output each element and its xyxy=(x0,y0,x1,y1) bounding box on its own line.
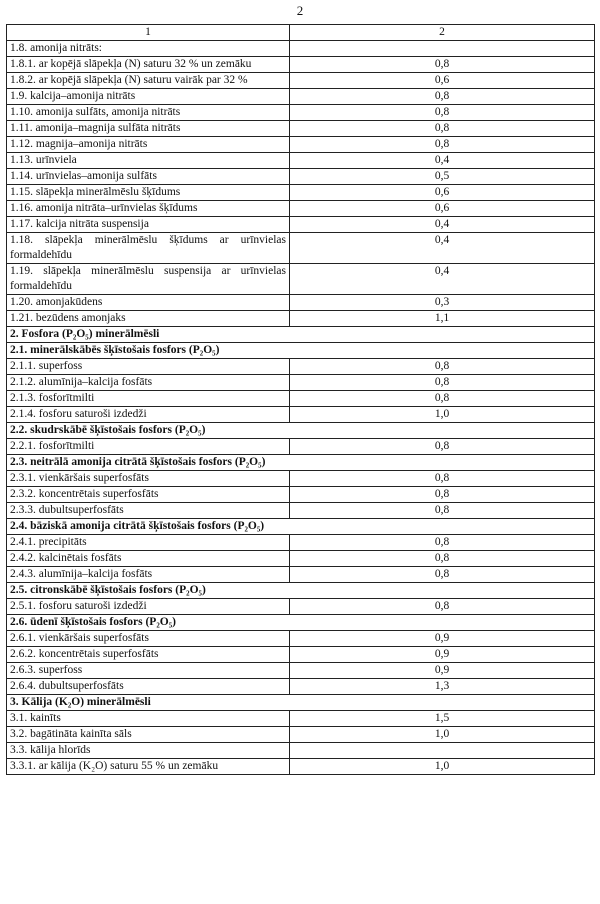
row-value: 0,8 xyxy=(290,599,595,615)
table-row xyxy=(7,471,595,487)
row-value: 0,8 xyxy=(290,439,595,455)
row-label: 2.6.1. vienkāršais superfosfāts xyxy=(7,631,290,647)
row-value: 0,3 xyxy=(290,295,595,311)
table-row xyxy=(7,41,595,57)
row-label: 2.2.1. fosforītmilti xyxy=(7,439,290,455)
row-label: 2.5.1. fosforu saturoši izdedži xyxy=(7,599,290,615)
fertilizer-table xyxy=(6,24,595,775)
table-row xyxy=(7,391,595,407)
table-row xyxy=(7,121,595,137)
table-row xyxy=(7,551,595,567)
row-label: 3.3.1. ar kālija (K₂O) saturu 55 % un zemāku xyxy=(7,759,290,775)
subsection-heading: 2.4. bāziskā amonija citrātā šķīstošais fosfors (P₂O₅) xyxy=(7,519,595,535)
row-value: 0,5 xyxy=(290,169,595,185)
row-value: 0,8 xyxy=(290,137,595,153)
row-value: 1,0 xyxy=(290,407,595,423)
row-label: 2.4.2. kalcinētais fosfāts xyxy=(7,551,290,567)
row-value: 0,8 xyxy=(290,535,595,551)
row-label: 2.1.1. superfoss xyxy=(7,359,290,375)
table-row xyxy=(7,535,595,551)
row-label: 2.6.2. koncentrētais superfosfāts xyxy=(7,647,290,663)
row-value: 0,9 xyxy=(290,647,595,663)
table-header-row xyxy=(7,25,595,41)
table-row xyxy=(7,295,595,311)
table-row xyxy=(7,311,595,327)
row-value: 0,8 xyxy=(290,487,595,503)
table-row xyxy=(7,137,595,153)
table-row xyxy=(7,647,595,663)
row-value: 0,4 xyxy=(290,217,595,233)
table-row xyxy=(7,264,595,295)
subsection-heading-row xyxy=(7,583,595,599)
table-row xyxy=(7,407,595,423)
table-row xyxy=(7,743,595,759)
subsection-heading-row xyxy=(7,343,595,359)
row-label: 3.2. bagātināta kainīta sāls xyxy=(7,727,290,743)
subsection-heading: 2.2. skudrskābē šķīstošais fosfors (P₂O₅) xyxy=(7,423,595,439)
row-value: 0,8 xyxy=(290,471,595,487)
row-label: 1.14. urīnvielas–amonija sulfāts xyxy=(7,169,290,185)
row-value: 0,6 xyxy=(290,185,595,201)
row-label: 1.8.1. ar kopējā slāpekļa (N) saturu 32 % un zemāku xyxy=(7,57,290,73)
row-label: 1.8.2. ar kopējā slāpekļa (N) saturu vairāk par 32 % xyxy=(7,73,290,89)
subsection-heading-row xyxy=(7,519,595,535)
row-label: 2.3.2. koncentrētais superfosfāts xyxy=(7,487,290,503)
row-label: 2.4.1. precipitāts xyxy=(7,535,290,551)
table-row xyxy=(7,153,595,169)
row-value: 0,8 xyxy=(290,567,595,583)
subsection-heading-row xyxy=(7,455,595,471)
row-label: 2.6.3. superfoss xyxy=(7,663,290,679)
table-row xyxy=(7,217,595,233)
row-value: 0,8 xyxy=(290,551,595,567)
table-row xyxy=(7,711,595,727)
row-label: 1.18. slāpekļa minerālmēslu šķīdums ar urīnvielas formaldehīdu xyxy=(7,233,290,264)
table-row xyxy=(7,105,595,121)
table-row xyxy=(7,679,595,695)
row-label: 1.15. slāpekļa minerālmēslu šķīdums xyxy=(7,185,290,201)
table-row xyxy=(7,233,595,264)
row-label: 3.1. kainīts xyxy=(7,711,290,727)
row-label: 1.20. amonjakūdens xyxy=(7,295,290,311)
row-value: 1,1 xyxy=(290,311,595,327)
row-value: 1,0 xyxy=(290,727,595,743)
row-value: 0,8 xyxy=(290,57,595,73)
subsection-heading: 2.6. ūdenī šķīstošais fosfors (P₂O₅) xyxy=(7,615,595,631)
row-value: 0,8 xyxy=(290,89,595,105)
subsection-heading: 2.3. neitrālā amonija citrātā šķīstošais fosfors (P₂O₅) xyxy=(7,455,595,471)
row-value xyxy=(290,41,595,57)
table-row xyxy=(7,89,595,105)
subsection-heading-row xyxy=(7,615,595,631)
row-value: 0,4 xyxy=(290,153,595,169)
table-row xyxy=(7,169,595,185)
table-row xyxy=(7,375,595,391)
row-value: 1,0 xyxy=(290,759,595,775)
table-row xyxy=(7,727,595,743)
row-value: 0,6 xyxy=(290,201,595,217)
row-value: 0,9 xyxy=(290,631,595,647)
row-value: 0,8 xyxy=(290,359,595,375)
table-row xyxy=(7,759,595,775)
row-label: 1.13. urīnviela xyxy=(7,153,290,169)
row-label: 1.19. slāpekļa minerālmēslu suspensija ar urīnvielas formaldehīdu xyxy=(7,264,290,295)
row-value: 0,8 xyxy=(290,391,595,407)
table-row xyxy=(7,73,595,89)
table-row xyxy=(7,185,595,201)
row-value: 0,8 xyxy=(290,121,595,137)
row-value: 0,4 xyxy=(290,233,595,264)
column-header-2: 2 xyxy=(290,25,595,41)
row-label: 1.21. bezūdens amonjaks xyxy=(7,311,290,327)
subsection-heading: 2.1. minerālskābēs šķīstošais fosfors (P₂O₅) xyxy=(7,343,595,359)
row-label: 2.1.4. fosforu saturoši izdedži xyxy=(7,407,290,423)
table-row xyxy=(7,487,595,503)
row-value: 0,9 xyxy=(290,663,595,679)
table-row xyxy=(7,503,595,519)
table-row xyxy=(7,567,595,583)
row-value: 0,4 xyxy=(290,264,595,295)
section-heading-row xyxy=(7,695,595,711)
subsection-heading-row xyxy=(7,423,595,439)
row-value: 0,6 xyxy=(290,73,595,89)
table-row xyxy=(7,439,595,455)
section-heading: 2. Fosfora (P₂O₅) minerālmēsli xyxy=(7,327,595,343)
row-label: 1.11. amonija–magnija sulfāta nitrāts xyxy=(7,121,290,137)
row-value: 1,3 xyxy=(290,679,595,695)
row-label: 1.9. kalcija–amonija nitrāts xyxy=(7,89,290,105)
row-label: 1.17. kalcija nitrāta suspensija xyxy=(7,217,290,233)
row-label: 2.1.2. alumīnija–kalcija fosfāts xyxy=(7,375,290,391)
table-row xyxy=(7,359,595,375)
subsection-heading: 2.5. citronskābē šķīstošais fosfors (P₂O₅) xyxy=(7,583,595,599)
row-value: 1,5 xyxy=(290,711,595,727)
row-label: 2.3.3. dubultsuperfosfāts xyxy=(7,503,290,519)
row-value xyxy=(290,743,595,759)
table-row xyxy=(7,663,595,679)
row-value: 0,8 xyxy=(290,503,595,519)
row-label: 2.3.1. vienkāršais superfosfāts xyxy=(7,471,290,487)
table-row xyxy=(7,599,595,615)
row-label: 1.10. amonija sulfāts, amonija nitrāts xyxy=(7,105,290,121)
table-body xyxy=(7,25,595,775)
page-number: 2 xyxy=(296,3,304,18)
section-heading-row xyxy=(7,327,595,343)
row-value: 0,8 xyxy=(290,375,595,391)
row-label: 1.12. magnija–amonija nitrāts xyxy=(7,137,290,153)
row-label: 2.1.3. fosforītmilti xyxy=(7,391,290,407)
section-heading: 3. Kālija (K₂O) minerālmēsli xyxy=(7,695,595,711)
row-label: 2.4.3. alumīnija–kalcija fosfāts xyxy=(7,567,290,583)
table-row xyxy=(7,631,595,647)
column-header-1: 1 xyxy=(7,25,290,41)
row-label: 1.8. amonija nitrāts: xyxy=(7,41,290,57)
row-value: 0,8 xyxy=(290,105,595,121)
row-label: 3.3. kālija hlorīds xyxy=(7,743,290,759)
row-label: 2.6.4. dubultsuperfosfāts xyxy=(7,679,290,695)
table-row xyxy=(7,57,595,73)
row-label: 1.16. amonija nitrāta–urīnvielas šķīdums xyxy=(7,201,290,217)
table-row xyxy=(7,201,595,217)
